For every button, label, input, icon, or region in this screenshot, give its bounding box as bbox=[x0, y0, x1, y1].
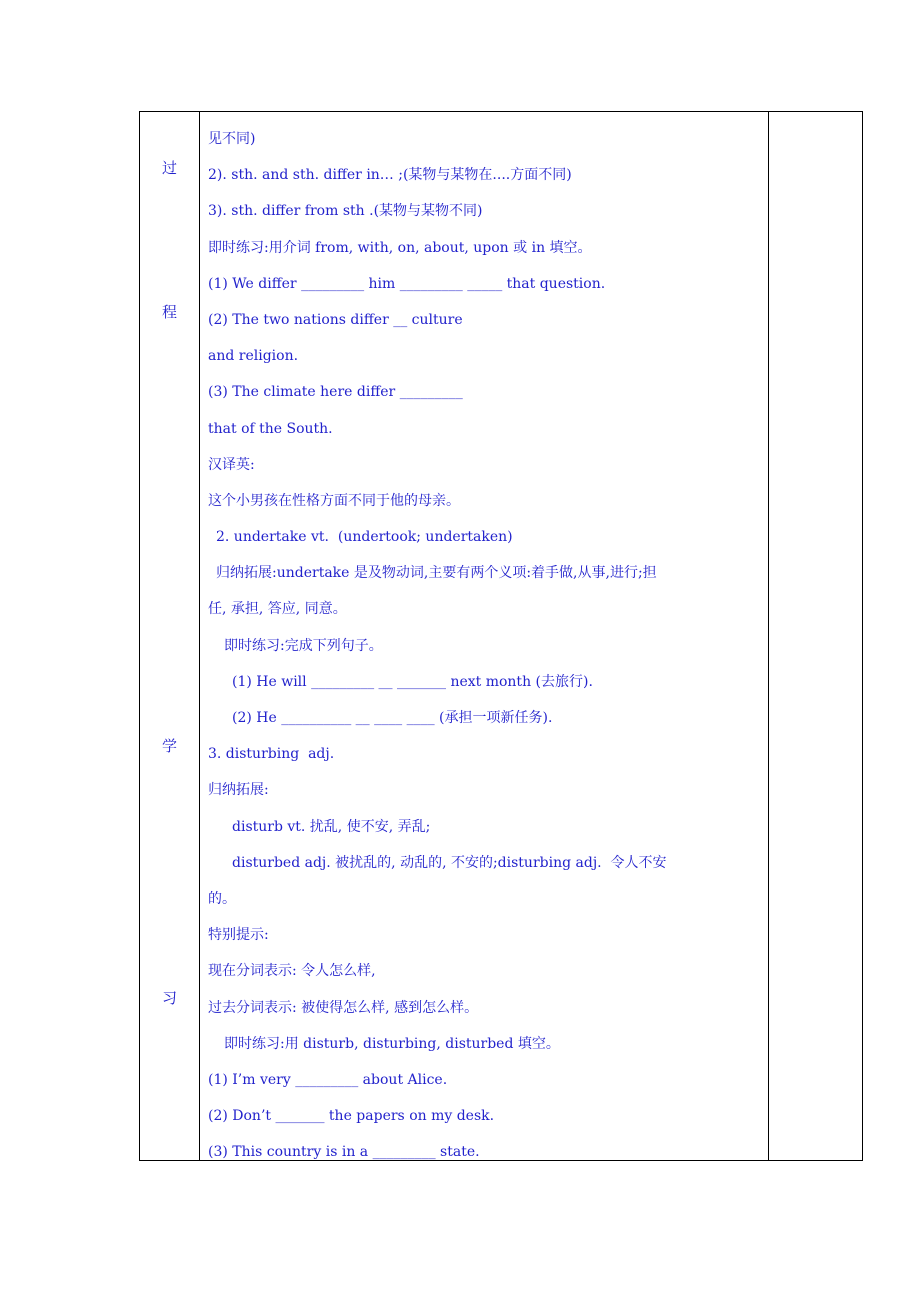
content-line: (2) He __________ __ ____ ____ (承担一项新任务). bbox=[232, 710, 553, 726]
content-line: 2). sth. and sth. differ in… ;(某物与某物在....方面不同) bbox=[208, 167, 572, 184]
content-line: and religion. bbox=[208, 348, 299, 365]
content-line: 3). sth. differ from sth .(某物与某物不同) bbox=[208, 203, 483, 220]
content-line: (1) He will _________ __ _______ next month (去旅行). bbox=[232, 673, 593, 690]
content-line: 见不同) bbox=[208, 131, 256, 147]
content-line: 这个小男孩在性格方面不同于他的母亲。 bbox=[208, 492, 460, 509]
side-label-xi: 习 bbox=[161, 989, 177, 1007]
content-line: 归纳拓展:undertake 是及物动词,主要有两个义项:着手做,从事,进行;担 bbox=[216, 565, 657, 582]
content-line: (3) The climate here differ _________ bbox=[208, 384, 463, 401]
content-line: 即时练习:用 disturb, disturbing, disturbed 填空。 bbox=[224, 1035, 560, 1052]
side-label-guo: 过 bbox=[161, 159, 177, 177]
content-line: 即时练习:完成下列句子。 bbox=[224, 637, 383, 654]
column-divider-left bbox=[199, 112, 200, 1160]
content-line: 特别提示: bbox=[208, 927, 269, 944]
content-line: 3. disturbing adj. bbox=[208, 746, 335, 763]
lesson-table bbox=[139, 111, 863, 1161]
column-divider-right bbox=[768, 112, 769, 1160]
content-line: (3) This country is in a _________ state. bbox=[208, 1144, 480, 1161]
content-line: 任, 承担, 答应, 同意。 bbox=[208, 601, 347, 618]
content-line: disturbed adj. 被扰乱的, 动乱的, 不安的;disturbing adj. 令人不安 bbox=[232, 854, 667, 871]
content-line: 汉译英: bbox=[208, 456, 255, 473]
content-line: 即时练习:用介词 from, with, on, about, upon 或 in 填空。 bbox=[208, 239, 592, 256]
content-line: 2. undertake vt. (undertook; undertaken) bbox=[216, 529, 513, 546]
side-label-xue: 学 bbox=[161, 737, 177, 755]
content-line: 过去分词表示: 被使得怎么样, 感到怎么样。 bbox=[208, 999, 479, 1016]
content-line: disturb vt. 扰乱, 使不安, 弄乱; bbox=[232, 818, 431, 835]
content-line: 归纳拓展: bbox=[208, 782, 269, 799]
content-line: (2) The two nations differ __ culture bbox=[208, 311, 463, 328]
content-line: (2) Don’t _______ the papers on my desk. bbox=[208, 1108, 495, 1125]
content-line: (1) We differ _________ him _________ _____ that question. bbox=[208, 275, 606, 292]
content-line: (1) I’m very _________ about Alice. bbox=[208, 1071, 448, 1088]
side-label-cheng: 程 bbox=[161, 303, 177, 321]
content-line: 的。 bbox=[208, 890, 236, 907]
content-line: 现在分词表示: 令人怎么样, bbox=[208, 963, 376, 980]
lesson-content bbox=[208, 121, 768, 1170]
content-line: that of the South. bbox=[208, 420, 333, 437]
